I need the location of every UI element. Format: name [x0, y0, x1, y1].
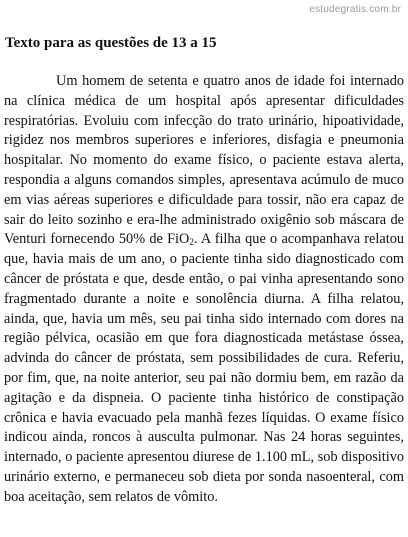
site-watermark: estudegratis.com.br — [309, 4, 401, 15]
passage-part-2: . A filha que o acompanhava relatou que, havia mais de um ano, o paciente tinha sido diagnosticado com câncer de próstata e que, desde então, o pai vinha apresentando sono fragmentado durante a noite e sonolência diurna. A filha relatou, ainda, que, havia um mês, seu pai tinha sido internado com dores na região pélvica, ocasião em que fora diagnosticada metástase óssea, advinda do câncer de próstata, sem possibilidades de cura. Referiu, por fim, que, na noite anterior, seu pai não dormiu bem, em razão da agitação e da dispneia. O paciente tinha histórico de constipação crônica e havia evacuado pela manhã fezes líquidas. O exame físico indicou ainda, roncos à ausculta pulmonar. Nas 24 horas seguintes, internado, o paciente apresentou diurese de 1.100 mL, sob dispositivo urinário externo, e permaneceu sob dieta por sonda nasoenteral, com boa aceitação, sem relatos de vômito. — [4, 231, 404, 505]
passage-subscript: 2 — [189, 237, 194, 248]
passage-part-1: Um homem de setenta e quatro anos de idade foi internado na clínica médica de um hospital após apresentar dificuldades respiratórias. Evoluiu com infecção do trato urinário, hipoatividade, rigidez nos membros superiores e inferiores, disfagia e pneumonia hospitalar. No momento do exame físico, o paciente estava alerta, respondia a alguns comandos simples, apresentava acúmulo de muco em vias aéreas superiores e dificuldade para tossir, não era capaz de sair do leito sozinho e era-lhe administrado oxigênio sob máscara de Venturi fornecendo 50% de FiO — [4, 73, 404, 248]
case-passage — [4, 72, 404, 508]
section-heading: Texto para as questões de 13 a 15 — [5, 35, 217, 51]
